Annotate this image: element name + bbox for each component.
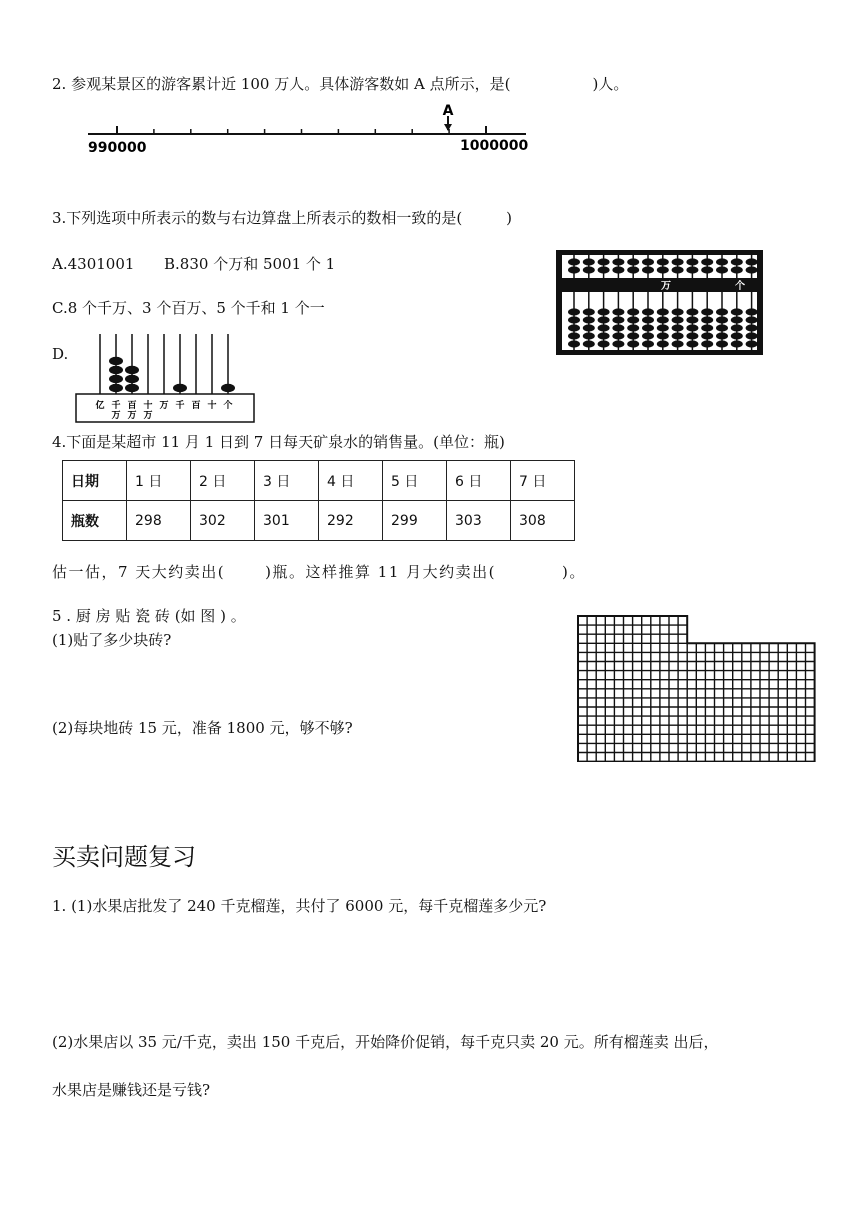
abacus-bead xyxy=(598,332,610,339)
abacus-bead xyxy=(716,266,728,273)
point-a-label: A xyxy=(442,103,454,119)
abacus-bead xyxy=(583,316,595,323)
q4-estimate-part1: 估一估，7 天大约卖出( xyxy=(52,563,226,581)
counter-label: 百 xyxy=(191,401,201,411)
q4-stem: 4.下面是某超市 11 月 1 日到 7 日每天矿泉水的销售量。(单位：瓶) xyxy=(52,433,505,451)
abacus-bead xyxy=(686,324,698,331)
abacus-bead xyxy=(716,332,728,339)
s2-q1-part1: 1. (1)水果店批发了 240 千克榴莲，共付了 6000 元，每千克榴莲多少元? xyxy=(52,897,547,915)
q4-estimate-part2: )瓶。这样推算 11 月大约卖出( xyxy=(265,563,497,581)
abacus-bead xyxy=(642,332,654,339)
abacus-bead xyxy=(731,340,743,347)
abacus-bead xyxy=(612,308,624,315)
counter-label: 个 xyxy=(223,401,233,411)
table-cell: 308 xyxy=(511,501,575,541)
abacus-bead xyxy=(627,266,639,273)
abacus-bead xyxy=(568,316,580,323)
table-cell: 7 日 xyxy=(511,461,575,501)
table-cell: 6 日 xyxy=(447,461,511,501)
counter-bead xyxy=(125,375,139,383)
counter-bead xyxy=(109,384,123,392)
abacus-bead xyxy=(642,258,654,265)
q5-sub1: (1)贴了多少块砖? xyxy=(52,631,172,649)
abacus-bead xyxy=(568,332,580,339)
abacus-bead xyxy=(746,308,758,315)
abacus-bead xyxy=(746,316,758,323)
abacus-bead xyxy=(746,340,758,347)
table-cell: 303 xyxy=(447,501,511,541)
abacus-bead xyxy=(701,340,713,347)
tile-grid xyxy=(576,614,822,762)
abacus-label-ge: 个 xyxy=(735,281,745,292)
abacus-bead xyxy=(672,266,684,273)
counter-label: 十 xyxy=(143,401,153,411)
s2-q1-part2-line1: (2)水果店以 35 元/千克，卖出 150 千克后，开始降价促销，每千克只卖 20 元。所有榴莲卖 出后， xyxy=(52,1033,719,1051)
counter-label: 万 xyxy=(159,401,169,411)
table-cell: 2 日 xyxy=(191,461,255,501)
abacus-bead xyxy=(746,258,758,265)
abacus-bead xyxy=(598,258,610,265)
abacus-bead xyxy=(568,308,580,315)
counter-label: 万 xyxy=(111,411,121,421)
number-line-ticks xyxy=(117,126,486,134)
abacus-bead xyxy=(583,266,595,273)
abacus-bead xyxy=(672,340,684,347)
abacus-bead xyxy=(642,308,654,315)
counter-bead xyxy=(109,366,123,374)
abacus-bead xyxy=(627,340,639,347)
abacus-bead xyxy=(583,258,595,265)
counter-label: 千 xyxy=(175,401,185,411)
abacus-bead xyxy=(731,332,743,339)
abacus-bead xyxy=(701,258,713,265)
q4-estimate xyxy=(52,562,586,582)
table-header-count: 瓶数 xyxy=(63,501,127,541)
q3-option-d: D. xyxy=(52,345,69,363)
counting-frame xyxy=(74,330,258,426)
abacus-bead xyxy=(701,332,713,339)
table-cell: 301 xyxy=(255,501,319,541)
abacus-bead xyxy=(568,340,580,347)
abacus-bead xyxy=(731,316,743,323)
abacus-bead xyxy=(642,340,654,347)
abacus-bead xyxy=(686,340,698,347)
counter-label: 万 xyxy=(127,411,137,421)
abacus-bead xyxy=(627,308,639,315)
abacus-bead xyxy=(612,332,624,339)
q3-stem xyxy=(52,208,512,228)
abacus-bead xyxy=(598,316,610,323)
abacus-bead xyxy=(657,316,669,323)
table-row-dates xyxy=(63,461,575,501)
abacus-bead xyxy=(701,324,713,331)
q3-option-c: C.8 个千万、3 个百万、5 个千和 1 个一 xyxy=(52,299,325,317)
table-cell: 292 xyxy=(319,501,383,541)
number-line-right-label: 1000000 xyxy=(460,138,529,154)
q3-stem-after: ) xyxy=(506,209,513,227)
abacus-bead xyxy=(716,308,728,315)
q3-option-b: B.830 个万和 5001 个 1 xyxy=(164,255,336,273)
counter-label: 万 xyxy=(143,411,153,421)
abacus-bead xyxy=(731,266,743,273)
abacus-bead xyxy=(716,340,728,347)
abacus-bead xyxy=(642,324,654,331)
table-cell: 5 日 xyxy=(383,461,447,501)
q5-sub2: (2)每块地砖 15 元，准备 1800 元，够不够? xyxy=(52,719,353,737)
counter-bead xyxy=(221,384,235,392)
abacus-bead xyxy=(657,332,669,339)
abacus-bead xyxy=(612,340,624,347)
q2-text-after: )人。 xyxy=(592,75,629,93)
q5-stem: 5 . 厨 房 贴 瓷 砖 (如 图 ) 。 xyxy=(52,607,246,625)
q4-estimate-part3: )。 xyxy=(562,563,586,581)
table-cell: 4 日 xyxy=(319,461,383,501)
abacus-bead xyxy=(612,258,624,265)
abacus-bead xyxy=(746,266,758,273)
abacus-bead xyxy=(701,308,713,315)
abacus-bead xyxy=(598,266,610,273)
abacus-bead xyxy=(657,308,669,315)
q2-stem xyxy=(52,74,628,94)
q2-number-line xyxy=(80,100,540,160)
abacus-bead xyxy=(583,340,595,347)
abacus-bead xyxy=(686,308,698,315)
sales-table xyxy=(62,460,575,541)
table-cell: 3 日 xyxy=(255,461,319,501)
abacus-bead xyxy=(686,332,698,339)
counter-label: 千 xyxy=(111,401,121,411)
counter-bead xyxy=(125,384,139,392)
counting-frame-beads xyxy=(109,357,235,392)
abacus-bead xyxy=(612,324,624,331)
abacus-bead xyxy=(627,316,639,323)
number-line-left-label: 990000 xyxy=(88,140,147,156)
counter-bead xyxy=(109,375,123,383)
q3-stem-text: 3.下列选项中所表示的数与右边算盘上所表示的数相一致的是( xyxy=(52,209,463,227)
q2-text-before: 2. 参观某景区的游客累计近 100 万人。具体游客数如 A 点所示，是( xyxy=(52,75,511,93)
abacus-bead xyxy=(716,258,728,265)
abacus-bead xyxy=(627,258,639,265)
abacus-bead xyxy=(746,332,758,339)
abacus-bead xyxy=(701,266,713,273)
abacus-bead xyxy=(657,266,669,273)
abacus-bead xyxy=(568,266,580,273)
abacus-bead xyxy=(627,332,639,339)
abacus-label-wan: 万 xyxy=(661,281,671,292)
abacus xyxy=(556,250,764,356)
counter-label: 百 xyxy=(127,401,137,411)
counter-bead xyxy=(173,384,187,392)
abacus-bead xyxy=(672,316,684,323)
abacus-bead xyxy=(701,316,713,323)
point-a-arrowhead xyxy=(444,124,452,131)
table-row-counts xyxy=(63,501,575,541)
counter-bead xyxy=(125,366,139,374)
counter-bead xyxy=(109,357,123,365)
abacus-bead xyxy=(598,324,610,331)
abacus-bead xyxy=(642,316,654,323)
abacus-beam xyxy=(562,278,757,292)
abacus-bead xyxy=(598,340,610,347)
counter-label: 亿 xyxy=(95,401,105,411)
abacus-bead xyxy=(672,324,684,331)
tile-grid-lines xyxy=(578,616,815,762)
abacus-bead xyxy=(686,266,698,273)
abacus-bead xyxy=(568,258,580,265)
abacus-bead xyxy=(731,324,743,331)
abacus-bead xyxy=(612,266,624,273)
abacus-bead xyxy=(686,258,698,265)
abacus-bead xyxy=(746,324,758,331)
q3-option-a: A.4301001 xyxy=(52,255,135,273)
abacus-bead xyxy=(612,316,624,323)
table-cell: 302 xyxy=(191,501,255,541)
table-header-date: 日期 xyxy=(63,461,127,501)
abacus-bead xyxy=(672,308,684,315)
counter-label: 十 xyxy=(207,401,217,411)
abacus-bead xyxy=(716,316,728,323)
s2-q1-part2-line2: 水果店是赚钱还是亏钱? xyxy=(52,1081,211,1099)
abacus-bead xyxy=(642,266,654,273)
abacus-bead xyxy=(583,308,595,315)
abacus-bead xyxy=(657,340,669,347)
table-cell: 298 xyxy=(127,501,191,541)
abacus-bead xyxy=(731,308,743,315)
abacus-bead xyxy=(716,324,728,331)
abacus-bead xyxy=(627,324,639,331)
abacus-bead xyxy=(672,332,684,339)
table-cell: 1 日 xyxy=(127,461,191,501)
abacus-bead xyxy=(583,324,595,331)
abacus-bead xyxy=(731,258,743,265)
abacus-bead xyxy=(672,258,684,265)
abacus-bead xyxy=(686,316,698,323)
abacus-bead xyxy=(598,308,610,315)
abacus-bead xyxy=(657,258,669,265)
section-title: 买卖问题复习 xyxy=(52,843,196,871)
abacus-bead xyxy=(568,324,580,331)
table-cell: 299 xyxy=(383,501,447,541)
abacus-bead xyxy=(583,332,595,339)
abacus-bead xyxy=(657,324,669,331)
